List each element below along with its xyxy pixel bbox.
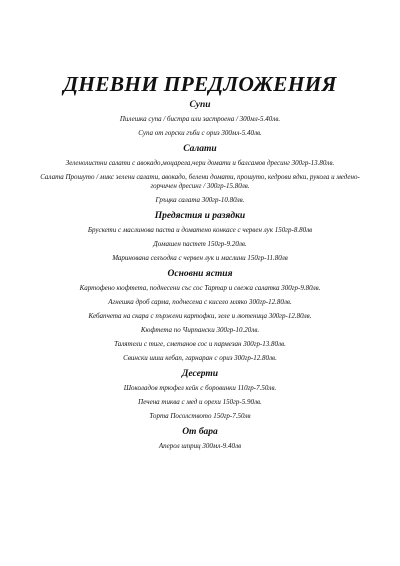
menu-item: Пилешка супа / бистра или застроена / 300мл-5.40лв. <box>119 115 281 123</box>
menu-item: Аперол шприц 300мл-9.40лв <box>158 442 242 450</box>
menu-section <box>40 99 360 138</box>
menu-item: Домашен пастет 150гр-9.20лв. <box>153 240 247 248</box>
menu-item: Маринована селъодка с червен лук и маслини 150гр-11.80лв <box>112 254 288 262</box>
menu-section <box>40 268 360 363</box>
menu-item: Гръцка салата 300гр-10.80лв. <box>155 196 245 204</box>
menu-item: Талятели с тиге, сметанов сос и пармезан 300гр-13.80лв. <box>114 340 286 348</box>
page-title: ДНЕВНИ ПРЕДЛОЖЕНИЯ <box>63 72 337 96</box>
menu-item: Супа от горски гъби с ориз 300мл-5.40лв. <box>138 129 262 137</box>
menu-item: Картофено кюфтета, поднесени със сос Тартар и свежа салатка 300гр-9.80лв. <box>79 284 321 292</box>
menu-section <box>40 426 360 451</box>
section-heading: Основни ястия <box>167 269 233 279</box>
menu-item: Кюфтета по Чирпански 300гр-10.20лв. <box>140 326 260 334</box>
menu-item: Свински шиш кебап, гарнаран с ориз 300гр-12.80лв. <box>123 354 277 362</box>
menu-item: Шоколадов трюфел кейк с боровинки 110гр-7.50лв. <box>123 384 277 392</box>
menu-section <box>40 210 360 263</box>
menu-section <box>40 368 360 421</box>
section-heading: От бара <box>182 427 218 437</box>
section-heading: Предястия и разядки <box>154 211 246 221</box>
menu-item: Брускети с маслинова паста и доматено конкасе с червен лук 150гр-8.80лв <box>87 226 313 234</box>
menu-item: Салата Прошуто / микс зелени салати, авокадо, белени домати, прошуто, кедрови ядки, рукола и медено-горчичен дресинг / 300гр-15.80лв. <box>40 173 360 190</box>
menu-section <box>40 143 360 205</box>
section-heading: Супи <box>189 100 211 110</box>
section-heading: Салати <box>183 144 217 154</box>
menu-item: Печена тиква с мед и орехи 150гр-5.90лв. <box>138 398 262 406</box>
menu-item: Кебапчета на скара с пържени картофки, зеле и лютеница 300гр-12.80лв. <box>88 312 312 320</box>
menu-item: Зеленолистни салати с авокадо,моцарела,чери домати и балсамов дресинг 300гр-13.80лв. <box>65 159 335 167</box>
menu-item: Торта Посолството 150гр-7.50лв <box>149 412 251 420</box>
menu-item: Агнешка дроб сарма, поднесена с кисело мляко 300гр-12.80лв. <box>108 298 292 306</box>
section-heading: Десерти <box>181 369 219 379</box>
menu-content <box>40 99 360 456</box>
